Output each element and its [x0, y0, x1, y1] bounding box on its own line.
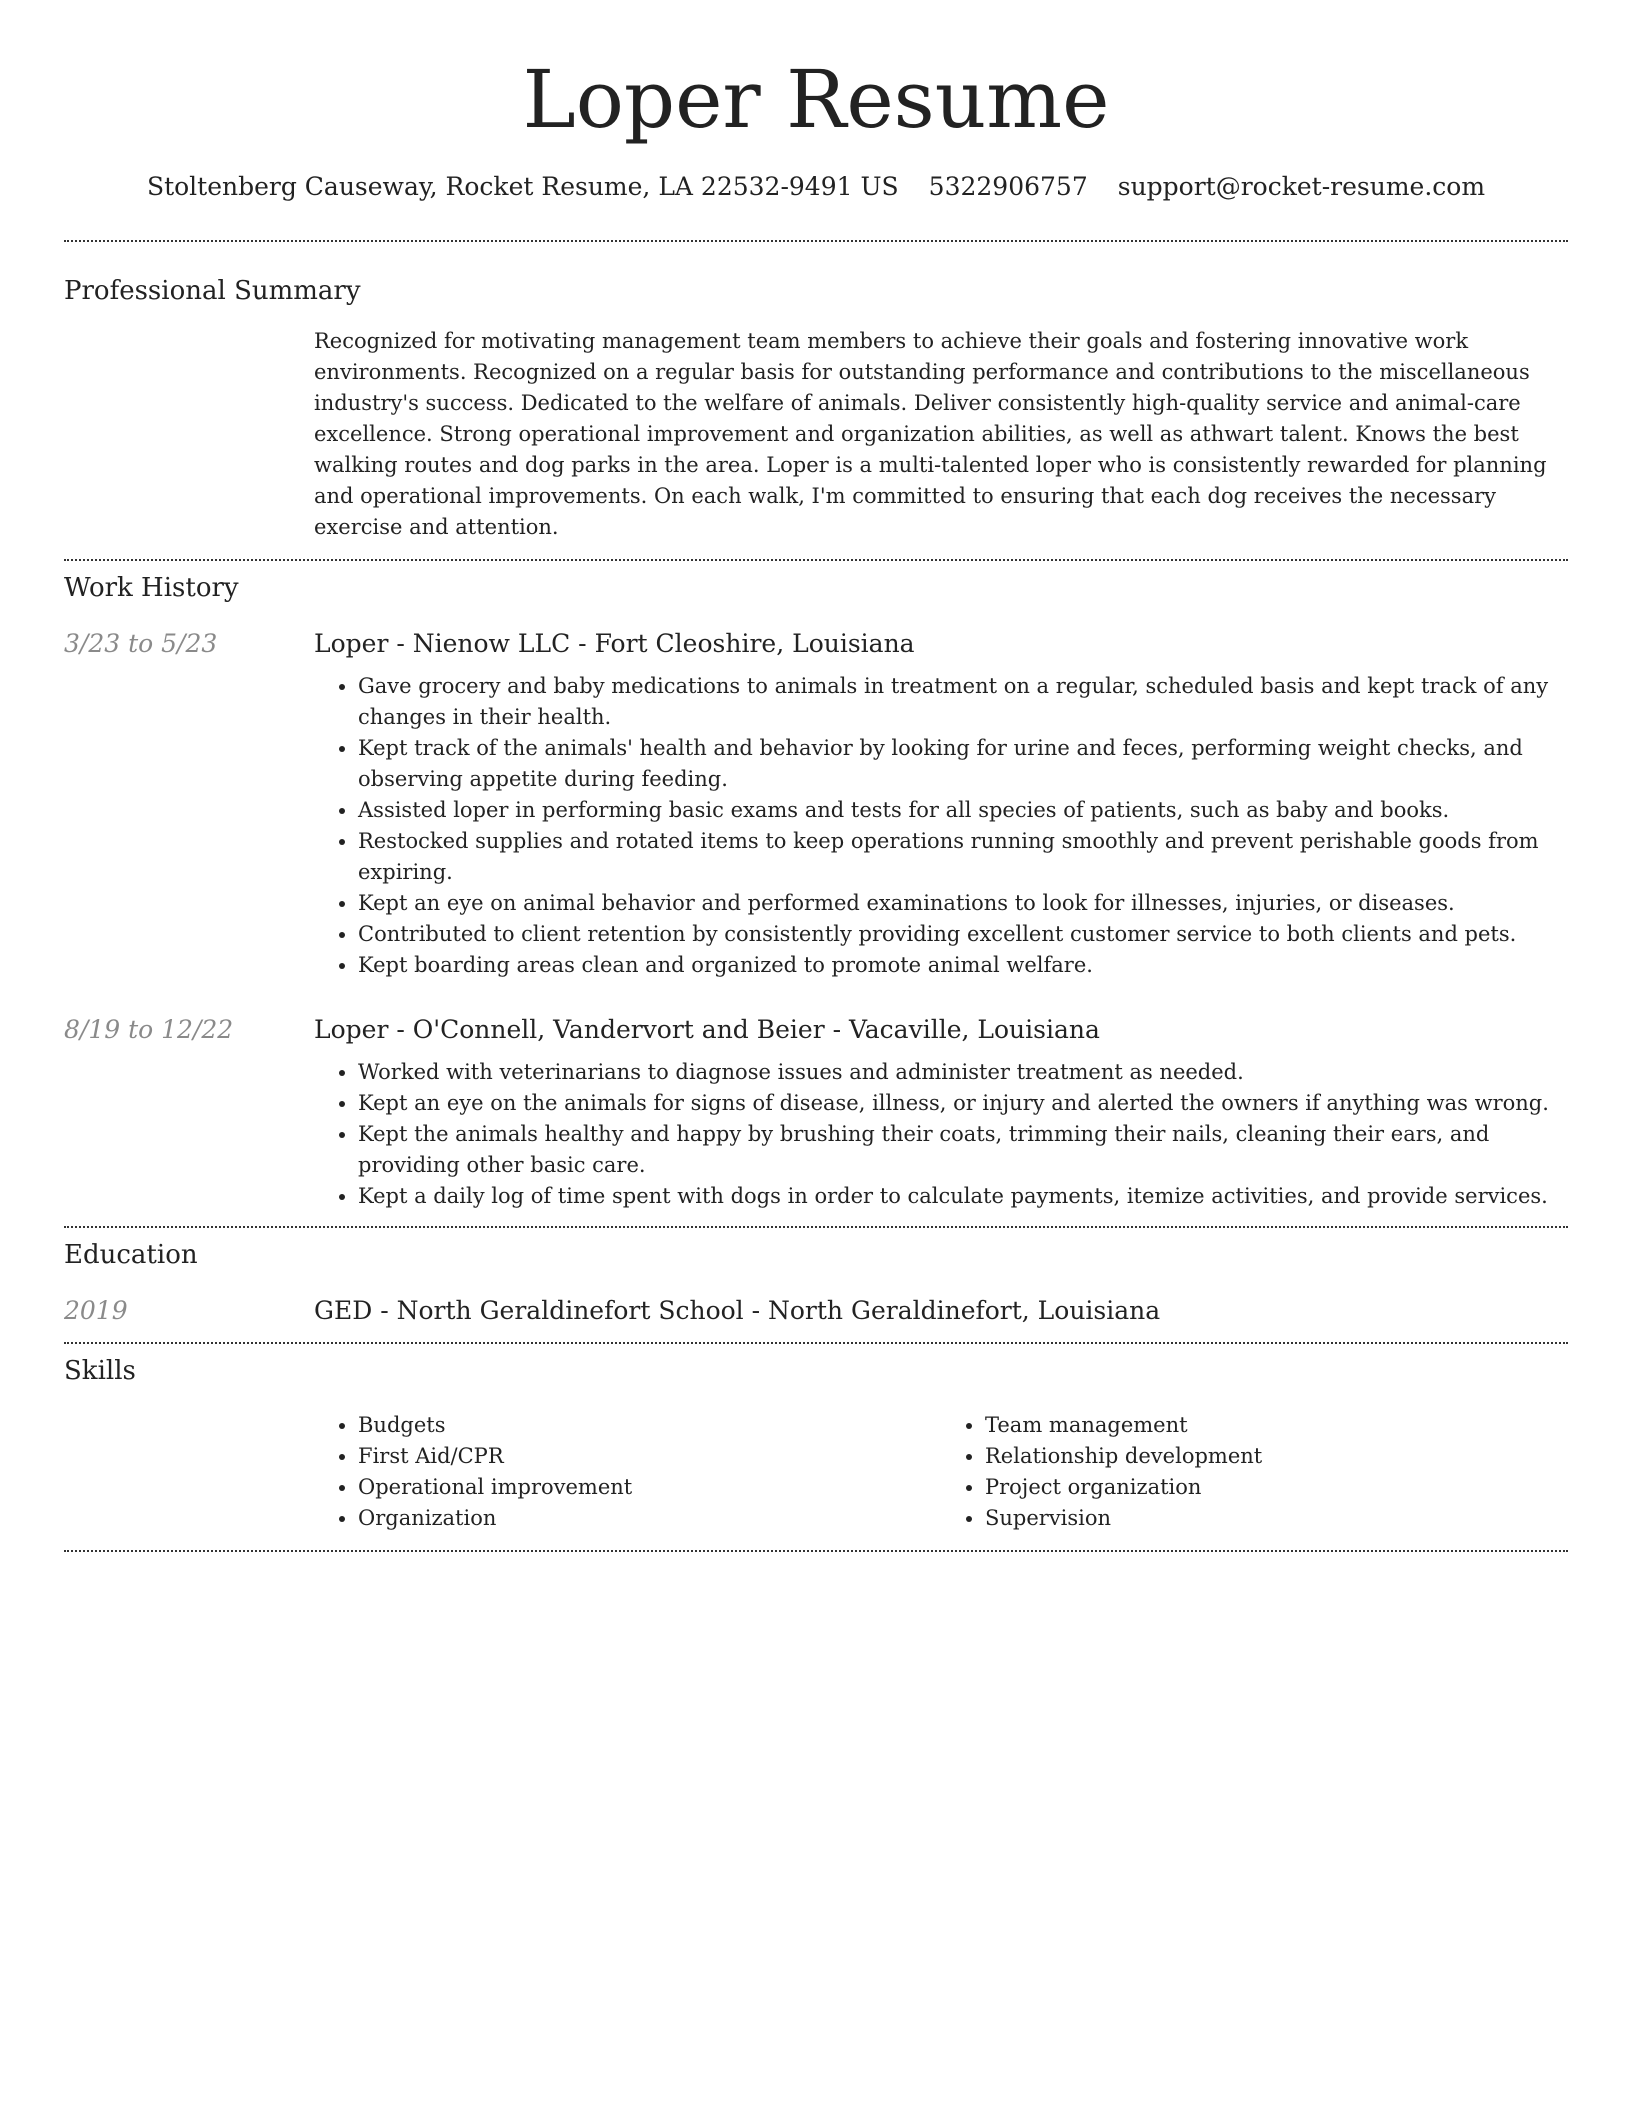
- summary-text: Recognized for motivating management team members to achieve their goals and fostering innovative work environments. Recognized on a regular basis for outstanding performance and contributions to the miscellaneous industry's success. Dedicated to the welfare of animals. Deliver consistently high-quality service and animal-care excellence. Strong operational improvement and organization abilities, as well as athwart talent. Knows the best walking routes and dog parks in the area. Loper is a multi-talented loper who is consistently rewarded for planning and operational improvements. On each walk, I'm committed to ensuring that each dog receives the necessary exercise and attention.: [314, 329, 1547, 539]
- job-bullet: • Gave grocery and baby medications to animals in treatment on a regular, scheduled basis and kept track of any changes in their health.: [358, 671, 1568, 733]
- education-entry: [64, 1294, 1568, 1328]
- job-bullet: • Contributed to client retention by consistently providing excellent customer service to both clients and pets.: [358, 919, 1568, 950]
- resume-name: Loper Resume: [522, 53, 1110, 146]
- skill-item: • Budgets: [358, 1410, 941, 1441]
- job-bullet: • Assisted loper in performing basic exams and tests for all species of patients, such as baby and books.: [358, 795, 1568, 826]
- job-content: [314, 627, 1568, 981]
- contact-address: Stoltenberg Causeway, Rocket Resume, LA 22532-9491 US: [146, 172, 899, 201]
- job-dates: 3/23 to 5/23: [64, 629, 218, 658]
- skills-section: [64, 1344, 1568, 1550]
- skill-item: • Supervision: [985, 1503, 1568, 1534]
- education-date: 2019: [64, 1296, 128, 1325]
- skills-list-left: [314, 1410, 941, 1534]
- skill-item: • Operational improvement: [358, 1472, 941, 1503]
- contact-phone: 5322906757: [928, 172, 1088, 201]
- education-section: [64, 1228, 1568, 1342]
- job-bullet: • Kept the animals healthy and happy by brushing their coats, trimming their nails, cleaning their ears, and providing other basic care.: [358, 1119, 1568, 1181]
- job-bullet: • Kept an eye on animal behavior and performed examinations to look for illnesses, injuries, or diseases.: [358, 888, 1568, 919]
- job-content: [314, 1013, 1568, 1212]
- section-title-summary: Professional Summary: [64, 276, 361, 306]
- section-title-work-history: Work History: [64, 573, 239, 603]
- job-bullets: [314, 671, 1568, 981]
- job-bullets: [314, 1057, 1568, 1212]
- job-bullet: • Worked with veterinarians to diagnose issues and administer treatment as needed.: [358, 1057, 1568, 1088]
- education-title: GED - North Geraldinefort School - North Geraldinefort, Louisiana: [314, 1296, 1161, 1325]
- job-entry: [64, 1013, 1568, 1212]
- job-bullet: • Kept boarding areas clean and organized to promote animal welfare.: [358, 950, 1568, 981]
- divider: [64, 1550, 1568, 1552]
- job-entry: [64, 627, 1568, 981]
- job-bullet: • Kept an eye on the animals for signs of disease, illness, or injury and alerted the owners if anything was wrong.: [358, 1088, 1568, 1119]
- skills-grid: [64, 1410, 1568, 1534]
- skill-item: • First Aid/CPR: [358, 1441, 941, 1472]
- contact-line: [64, 170, 1568, 204]
- section-title-skills: Skills: [64, 1356, 136, 1386]
- work-history-section: [64, 561, 1568, 1226]
- job-title: Loper - Nienow LLC - Fort Cleoshire, Louisiana: [314, 629, 915, 658]
- job-bullet: • Kept track of the animals' health and behavior by looking for urine and feces, performing weight checks, and observing appetite during feeding.: [358, 733, 1568, 795]
- section-title-education: Education: [64, 1240, 198, 1270]
- job-title: Loper - O'Connell, Vandervort and Beier - Vacaville, Louisiana: [314, 1015, 1100, 1044]
- skill-item: • Relationship development: [985, 1441, 1568, 1472]
- contact-email: support@rocket-resume.com: [1117, 172, 1486, 201]
- job-bullet: • Kept a daily log of time spent with dogs in order to calculate payments, itemize activities, and provide services.: [358, 1181, 1568, 1212]
- skill-item: • Team management: [985, 1410, 1568, 1441]
- skill-item: • Organization: [358, 1503, 941, 1534]
- skills-list-right: [941, 1410, 1568, 1534]
- summary-section: [64, 242, 1568, 559]
- job-dates: 8/19 to 12/22: [64, 1015, 234, 1044]
- skill-item: • Project organization: [985, 1472, 1568, 1503]
- job-bullet: • Restocked supplies and rotated items to keep operations running smoothly and prevent perishable goods from expiring.: [358, 826, 1568, 888]
